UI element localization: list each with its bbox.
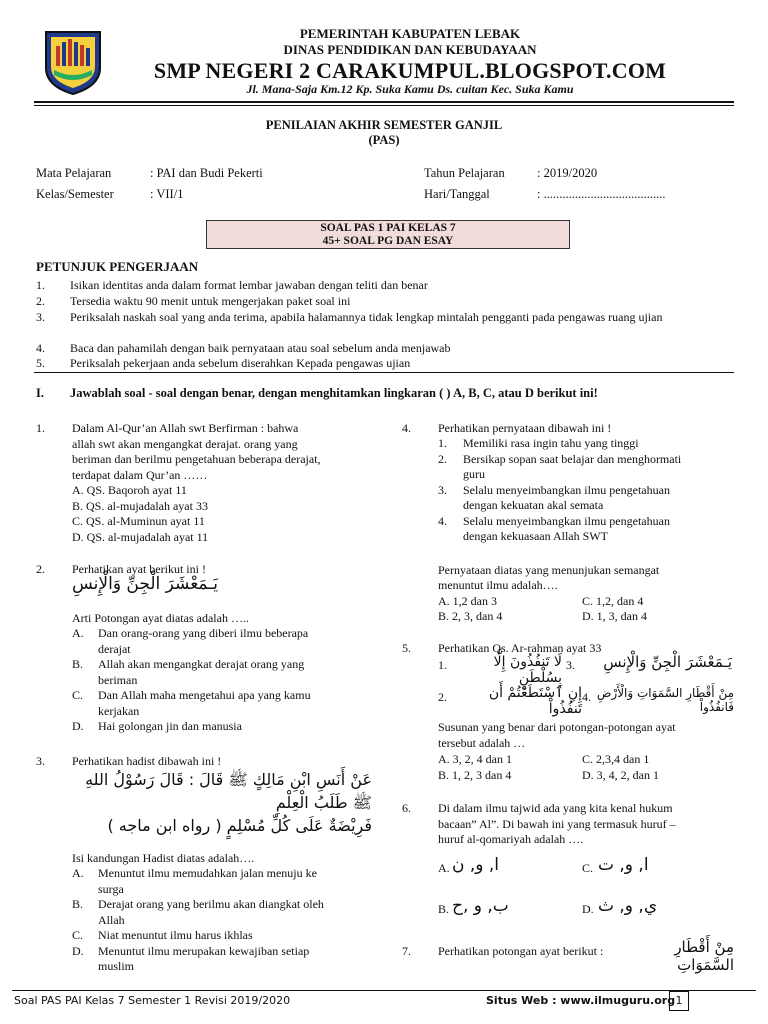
exam-title-block — [34, 118, 734, 148]
answer-option[interactable]: C. 1,2, dan 4 — [582, 594, 644, 608]
verse-fragment-number: 2. — [438, 690, 447, 704]
answer-option[interactable]: D. 1, 3, dan 4 — [582, 609, 647, 623]
answer-option[interactable]: D. QS. al-mujadalah ayat 11 — [72, 529, 209, 544]
option-text-cont: Allah — [98, 912, 125, 927]
answer-option[interactable]: A. QS. Baqoroh ayat 11 — [72, 483, 187, 497]
statement-text-cont: guru — [463, 467, 485, 481]
statement-text-cont: dengan kekuasaan Allah SWT — [463, 529, 608, 543]
question-prompt: Isi kandungan Hadist diatas adalah…. — [72, 851, 255, 865]
question-stem-line: bacaan” Al”. Di bawah ini yang termasuk huruf – — [438, 816, 676, 831]
letterhead-rule-thick — [34, 101, 734, 103]
verse-fragment-number: 3. — [566, 658, 575, 672]
answer-option-letter[interactable]: C. — [582, 861, 594, 875]
question-prompt-cont: tersebut adalah … — [438, 736, 526, 750]
option-text: Dan orang-orang yang diberi ilmu beberapa — [98, 626, 309, 640]
statement-text-cont: dengan kekuatan akal semata — [463, 498, 604, 512]
option-text: Allah akan mengangkat derajat orang yang — [98, 657, 305, 671]
instructions-title: PETUNJUK PENGERJAAN — [36, 259, 199, 274]
question-stem-line: Dalam Al-Qur’an Allah swt Berfirman : bahwa — [72, 421, 299, 435]
statement-number: 4. — [438, 513, 447, 528]
arabic-verse: يَـمَعْشَرَ الْجِنِّ وَالْإِنسِ — [72, 574, 218, 594]
question-number: 5. — [402, 641, 411, 655]
instruction-text: Periksalah pekerjaan anda sebelum diserahkan Kepada pengawas ujian — [70, 356, 411, 370]
answer-option[interactable] — [72, 944, 372, 975]
answer-option[interactable]: A. 1,2 dan 3 — [438, 594, 497, 608]
question-stem-line: huruf al-qomariyah adalah …. — [438, 832, 584, 846]
section-divider — [34, 372, 734, 373]
question-stem: Perhatikan Qs. Ar-rahman ayat 33 — [438, 641, 602, 655]
instruction-text: Tersedia waktu 90 menit untuk mengerjakan paket soal ini — [70, 294, 351, 308]
instruction-number: 2. — [36, 294, 45, 308]
instruction-text: Periksalah naskah soal yang anda terima, apabila halamannya tidak lengkap mintalah pengganti pada pengawas ruang ujian — [70, 310, 663, 324]
option-letter: D. — [72, 719, 84, 733]
option-text-cont: kerjakan — [98, 703, 140, 718]
question-number: 4. — [402, 421, 411, 435]
answer-option[interactable] — [72, 866, 372, 897]
answer-option-letter[interactable]: B. — [438, 902, 450, 916]
instruction-number: 4. — [36, 341, 45, 355]
class-value: : VII/1 — [150, 187, 184, 201]
option-text-cont: beriman — [98, 672, 138, 687]
letterhead-address: Jl. Mana-Saja Km.12 Kp. Suka Kamu Ds. cuitan Kec. Suka Kamu — [246, 82, 574, 96]
letterhead-rule-thin — [34, 105, 734, 106]
statement-number: 1. — [438, 436, 447, 450]
school-emblem-icon — [42, 28, 104, 96]
statement-item — [438, 483, 738, 514]
letterhead-school-name: SMP NEGERI 2 CARAKUMPUL.BLOGSPOT.COM — [153, 58, 667, 83]
date-value: : ....................................... — [537, 187, 666, 201]
q3-options — [72, 866, 372, 975]
answer-option[interactable]: B. QS. al-mujadalah ayat 33 — [72, 498, 208, 513]
option-text-cont: surga — [98, 881, 124, 896]
option-text: Menuntut ilmu memudahkan jalan menuju ke — [98, 866, 317, 880]
option-letter: C. — [72, 688, 84, 702]
answer-option-letter[interactable]: D. — [582, 902, 594, 916]
question-number: 2. — [36, 562, 45, 576]
option-text: Dan Allah maha mengetahui apa yang kamu — [98, 688, 311, 702]
section-instruction: Jawablah soal - soal dengan benar, dengan menghitamkan lingkaran ( ) A, B, C, atau D berikut ini! — [70, 386, 598, 400]
answer-option[interactable] — [72, 928, 372, 944]
statement-text: Selalu menyeimbangkan ilmu pengetahuan — [463, 482, 670, 497]
question-stem-line: beriman dan berilmu pengetahuan beberapa derajat, — [72, 452, 321, 466]
option-letter: B. — [72, 657, 84, 671]
option-letter: A. — [72, 626, 84, 640]
arabic-verse: مِنْ أَقْطَارِ السَّمَوَاتِ — [674, 938, 734, 974]
class-label: Kelas/Semester — [36, 187, 114, 201]
option-text: Menuntut ilmu merupakan kewajiban setiap — [98, 943, 310, 958]
question-stem: Perhatikan hadist dibawah ini ! — [72, 754, 222, 768]
question-stem-line: terdapat dalam Qur’an …… — [72, 467, 208, 482]
answer-option[interactable] — [72, 897, 372, 928]
year-label: Tahun Pelajaran — [424, 166, 505, 180]
question-1 — [72, 421, 372, 545]
question-stem-line: allah swt akan mengangkat derajat. orang yang — [72, 436, 298, 451]
option-letter: C. — [72, 928, 84, 942]
footer-website[interactable]: Situs Web : www.ilmuguru.org — [486, 994, 676, 1007]
statement-number: 3. — [438, 482, 447, 497]
answer-option[interactable] — [72, 688, 372, 719]
statement-text: Bersikap sopan saat belajar dan menghormati — [463, 451, 682, 466]
exam-title: PENILAIAN AKHIR SEMESTER GANJIL — [265, 118, 503, 132]
statement-item — [438, 452, 738, 483]
answer-option-arabic[interactable]: ا, و, ت — [598, 855, 649, 875]
verse-fragment-number: 4. — [582, 690, 591, 704]
instruction-number: 3. — [36, 310, 45, 324]
question-stem: Perhatikan ayat berikut ini ! — [72, 562, 206, 576]
q4-statements — [438, 436, 738, 545]
letterhead-department: DINAS PENDIDIKAN DAN KEBUDAYAAN — [283, 42, 537, 57]
question-number: 6. — [402, 801, 411, 815]
subject-label: Mata Pelajaran — [36, 166, 112, 180]
verse-fragment: يَـمَعْشَرَ الْجِنِّ وَالْإِنسِ — [603, 653, 732, 671]
answer-option[interactable] — [72, 657, 372, 688]
banner-line-1: SOAL PAS 1 PAI KELAS 7 — [320, 222, 456, 234]
option-text: Derajat orang yang berilmu akan diangkat oleh — [98, 897, 324, 911]
answer-option-arabic[interactable]: ا, و, ن — [452, 855, 500, 875]
instruction-number: 1. — [36, 278, 45, 292]
question-prompt: Pernyataan diatas yang menunjukan semangat — [438, 563, 660, 577]
statement-item — [438, 514, 738, 545]
answer-option[interactable] — [72, 626, 372, 657]
letterhead-government: PEMERINTAH KABUPATEN LEBAK — [299, 26, 521, 41]
question-stem: Perhatikan pernyataan dibawah ini ! — [438, 421, 612, 435]
option-text: Niat menuntut ilmu harus ikhlas — [98, 928, 253, 942]
year-value: : 2019/2020 — [537, 166, 598, 180]
instruction-number: 5. — [36, 356, 45, 370]
answer-option[interactable] — [72, 719, 372, 735]
banner-line-2: 45+ SOAL PG DAN ESAY — [322, 234, 454, 247]
hadith-line-2: فَرِيْضَةٌ عَلَى كُلِّ مُسْلِمٍ ( رواه ابن ماجه ) — [107, 816, 372, 835]
answer-option[interactable]: B. 2, 3, dan 4 — [438, 609, 503, 623]
question-stem: Perhatikan potongan ayat berikut : — [438, 944, 604, 958]
option-text: Hai golongan jin dan manusia — [98, 719, 242, 733]
section-number: I. — [36, 386, 44, 400]
statement-text: Memiliki rasa ingin tahu yang tinggi — [463, 436, 639, 450]
date-label: Hari/Tanggal — [424, 187, 490, 201]
statement-text: Selalu menyeimbangkan ilmu pengetahuan — [463, 513, 670, 528]
footer-rule — [12, 990, 756, 991]
option-text-cont: muslim — [98, 959, 135, 973]
exam-subtitle: (PAS) — [368, 133, 400, 147]
answer-option[interactable]: C. QS. al-Muminun ayat 11 — [72, 514, 205, 528]
question-number: 3. — [36, 754, 45, 768]
instruction-text: Isikan identitas anda dalam format lembar jawaban dengan teliti dan benar — [70, 278, 428, 292]
answer-option[interactable]: D. 3, 4, 2, dan 1 — [582, 768, 659, 782]
page-number: 1 — [669, 991, 689, 1011]
question-number: 7. — [402, 944, 411, 958]
verse-fragment: لَا تَنفُذُونَ إِلَّا بِسُلْطَنٍ — [493, 654, 562, 686]
q2-options — [72, 626, 372, 735]
answer-option[interactable]: B. 1, 2, 3 dan 4 — [438, 768, 512, 782]
verse-fragment-number: 1. — [438, 658, 447, 672]
hadith-line-1: عَنْ أَنَسِ ابْنِ مَالِكٍ ﷺ قَالَ : قَالَ رَسُوْلُ اللهِ ﷺ طَلَبُ الْعِلْمِ — [85, 770, 372, 812]
question-prompt-cont: menuntut ilmu adalah…. — [438, 578, 558, 592]
answer-option[interactable]: C. 2,3,4 dan 1 — [582, 752, 650, 766]
option-letter: A. — [72, 866, 84, 880]
question-6-stem — [438, 801, 738, 848]
answer-option[interactable]: A. 3, 2, 4 dan 1 — [438, 752, 512, 766]
verse-fragment: مِنْ أَقْطَارِ السَّمَوَاتِ وَالْأَرْضِ فَانفُذُواْ — [596, 686, 734, 714]
question-stem-line: Di dalam ilmu tajwid ada yang kita kenal hukum — [438, 801, 673, 815]
question-prompt: Arti Potongan ayat diatas adalah ….. — [72, 611, 249, 625]
footer-document-title: Soal PAS PAI Kelas 7 Semester 1 Revisi 2019/2020 — [14, 994, 291, 1007]
subject-value: : PAI dan Budi Pekerti — [150, 166, 263, 180]
statement-item — [438, 436, 738, 452]
exam-banner — [206, 220, 570, 249]
statement-number: 2. — [438, 451, 447, 466]
question-number: 1. — [36, 421, 45, 435]
answer-option-arabic[interactable]: ي, و, ث — [598, 896, 658, 916]
verse-fragment: إِنِ ٱسْتَطَعْتُمْ أَن تَنفُذُواْ — [488, 685, 582, 717]
option-letter: B. — [72, 897, 84, 911]
answer-option-arabic[interactable]: ب, و ,ح — [452, 896, 509, 916]
option-text-cont: derajat — [98, 641, 131, 656]
option-letter: D. — [72, 943, 84, 958]
question-prompt: Susunan yang benar dari potongan-potongan ayat — [438, 720, 676, 734]
instruction-text: Baca dan pahamilah dengan baik pernyataan atau soal sebelum anda menjawab — [70, 341, 451, 355]
answer-option-letter[interactable]: A. — [438, 861, 450, 875]
